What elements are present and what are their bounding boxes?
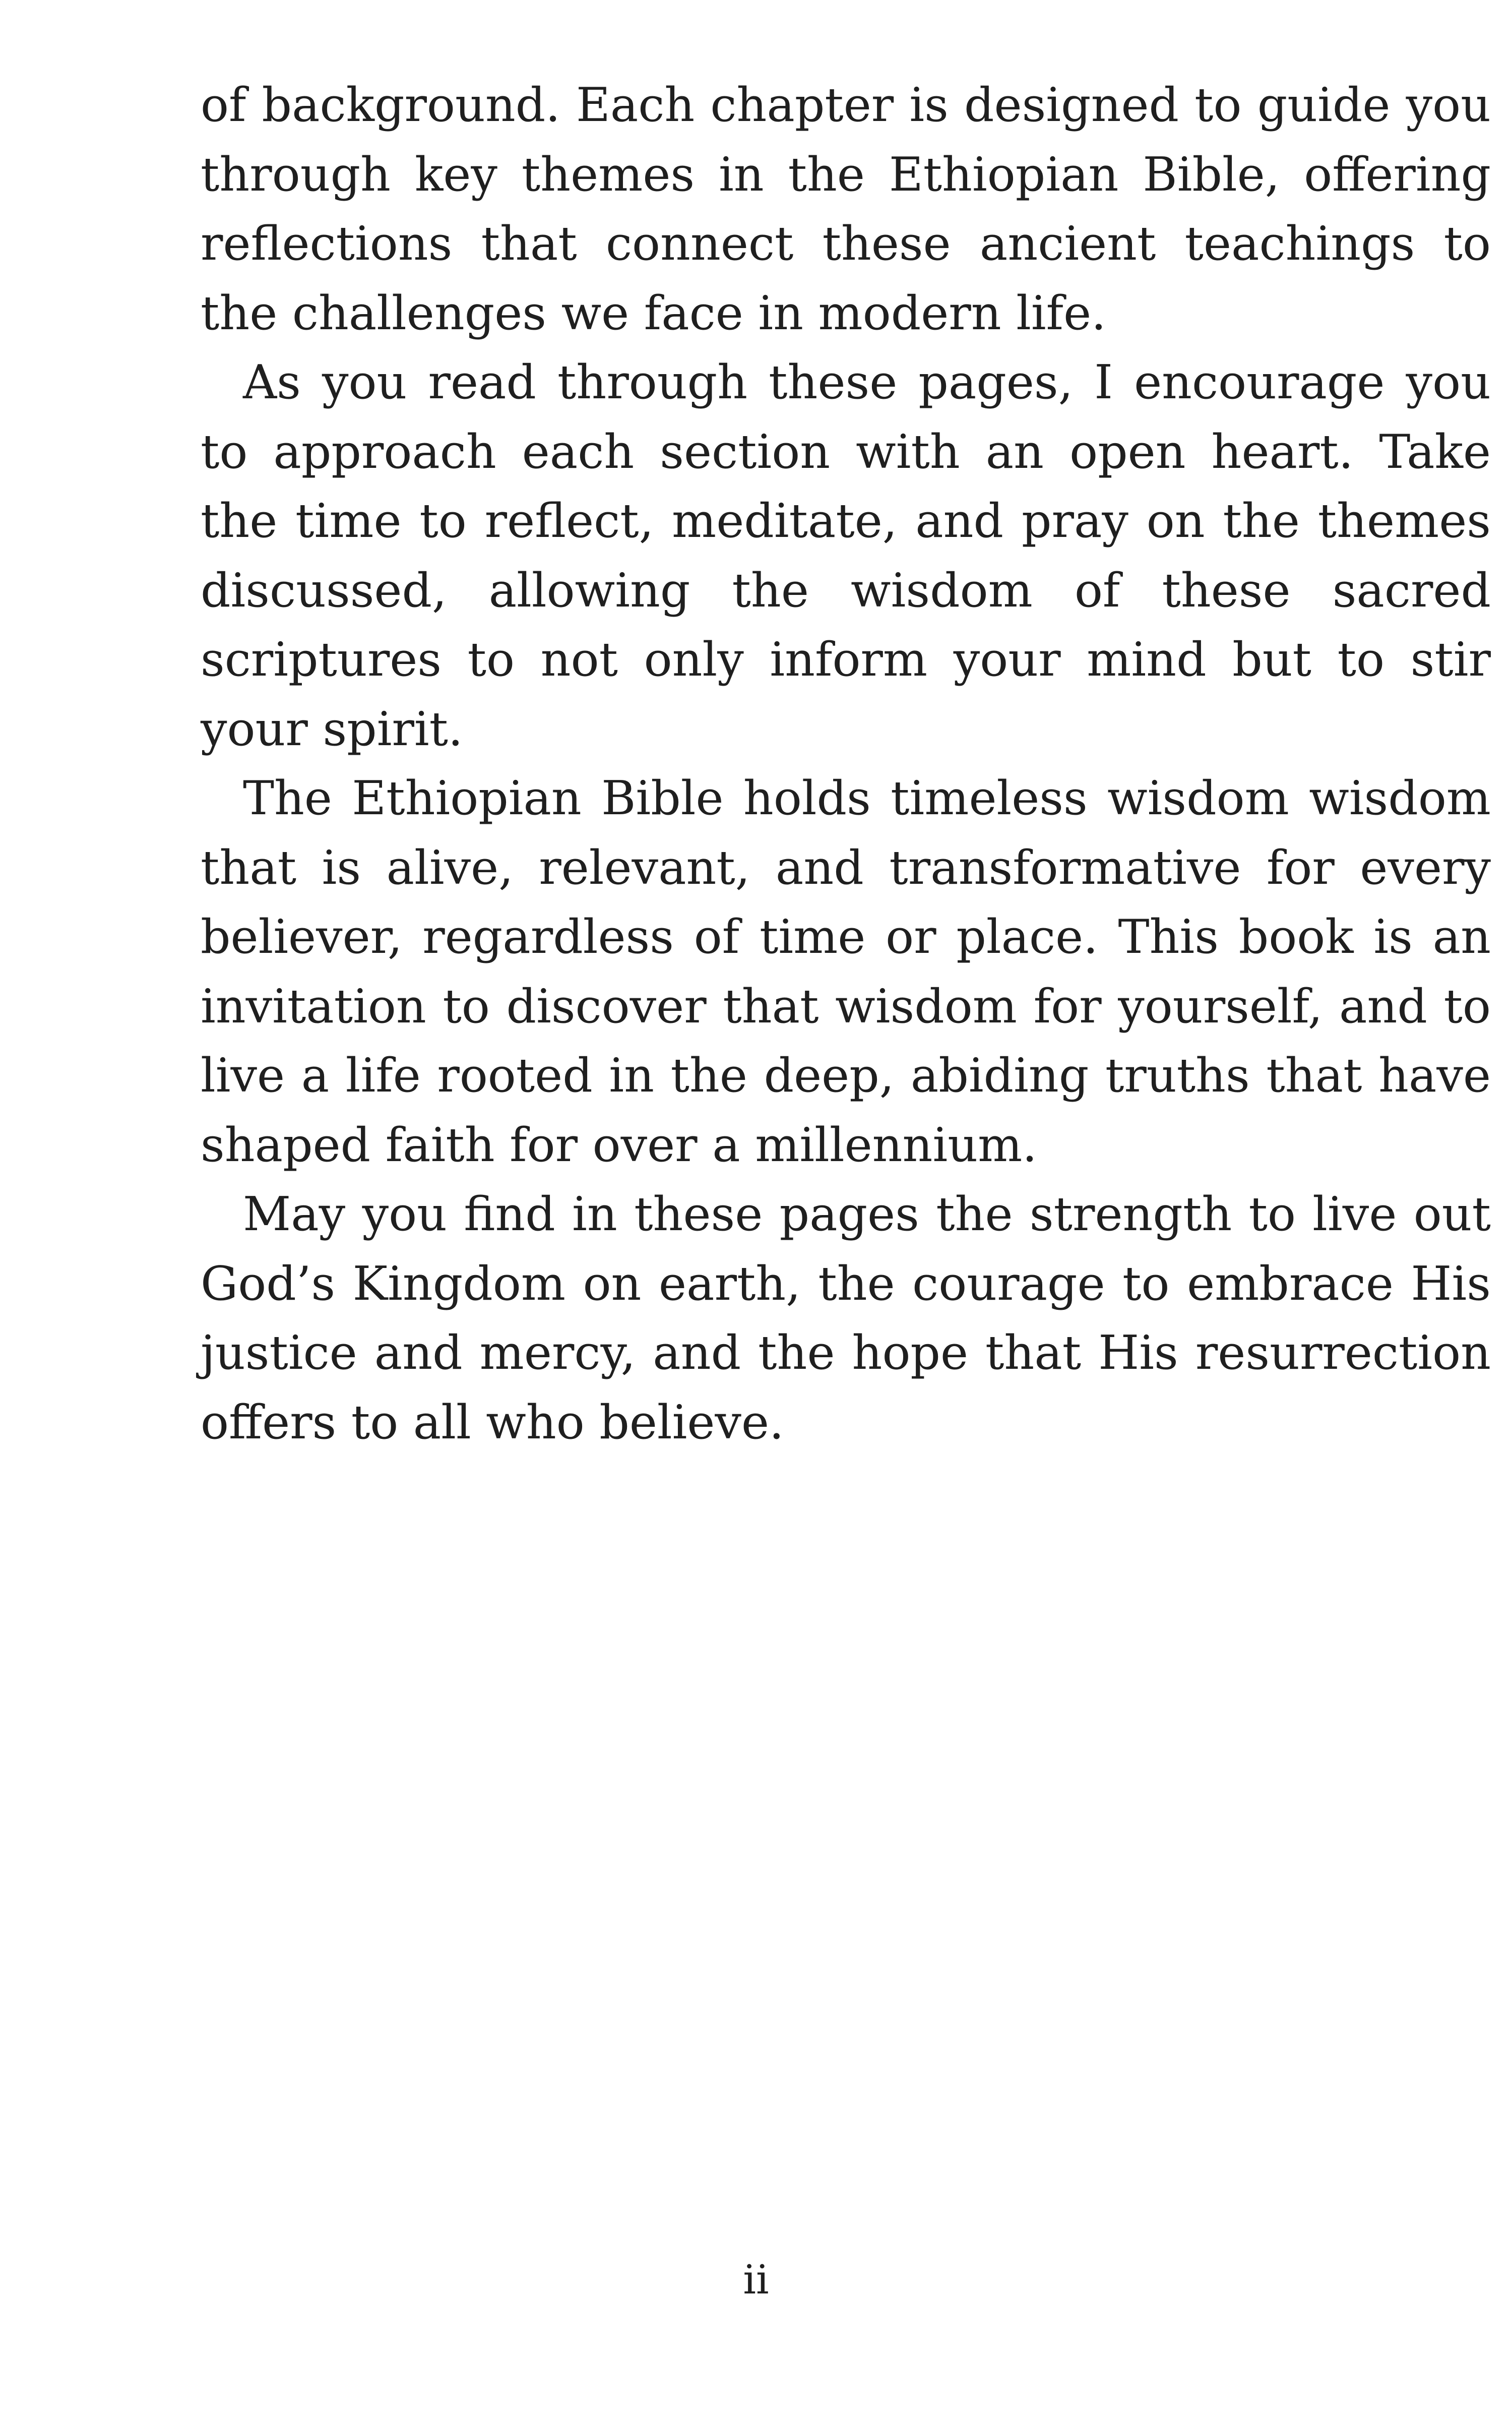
paragraph-open-heart: As you read through these pages, I encourage you to approach each section with an open heart. Take the time to reflect, meditate, and pray on the themes discussed, allowing the wisdom of these sacred scriptures to not only inform your mind but to stir your spirit.: [201, 355, 1491, 756]
page-number: ii: [743, 2256, 769, 2303]
paragraph-continued: of background. Each chapter is designed to guide you through key themes in the Ethiopian Bible, offering reflections that connect these ancient teachings to the challenges we face in modern life.: [201, 78, 1491, 340]
paragraph-blessing: May you find in these pages the strength to live out God’s Kingdom on earth, the courage to embrace His justice and mercy, and the hope that His resurrection offers to all who believe.: [201, 1187, 1491, 1449]
paragraph-timeless-wisdom: The Ethiopian Bible holds timeless wisdom wisdom that is alive, relevant, and transformative for every believer, regardless of time or place. This book is an invitation to discover that wisdom for yourself, and to live a life rooted in the deep, abiding truths that have shaped faith for over a millennium.: [201, 771, 1491, 1172]
body-text: [201, 71, 1491, 1457]
